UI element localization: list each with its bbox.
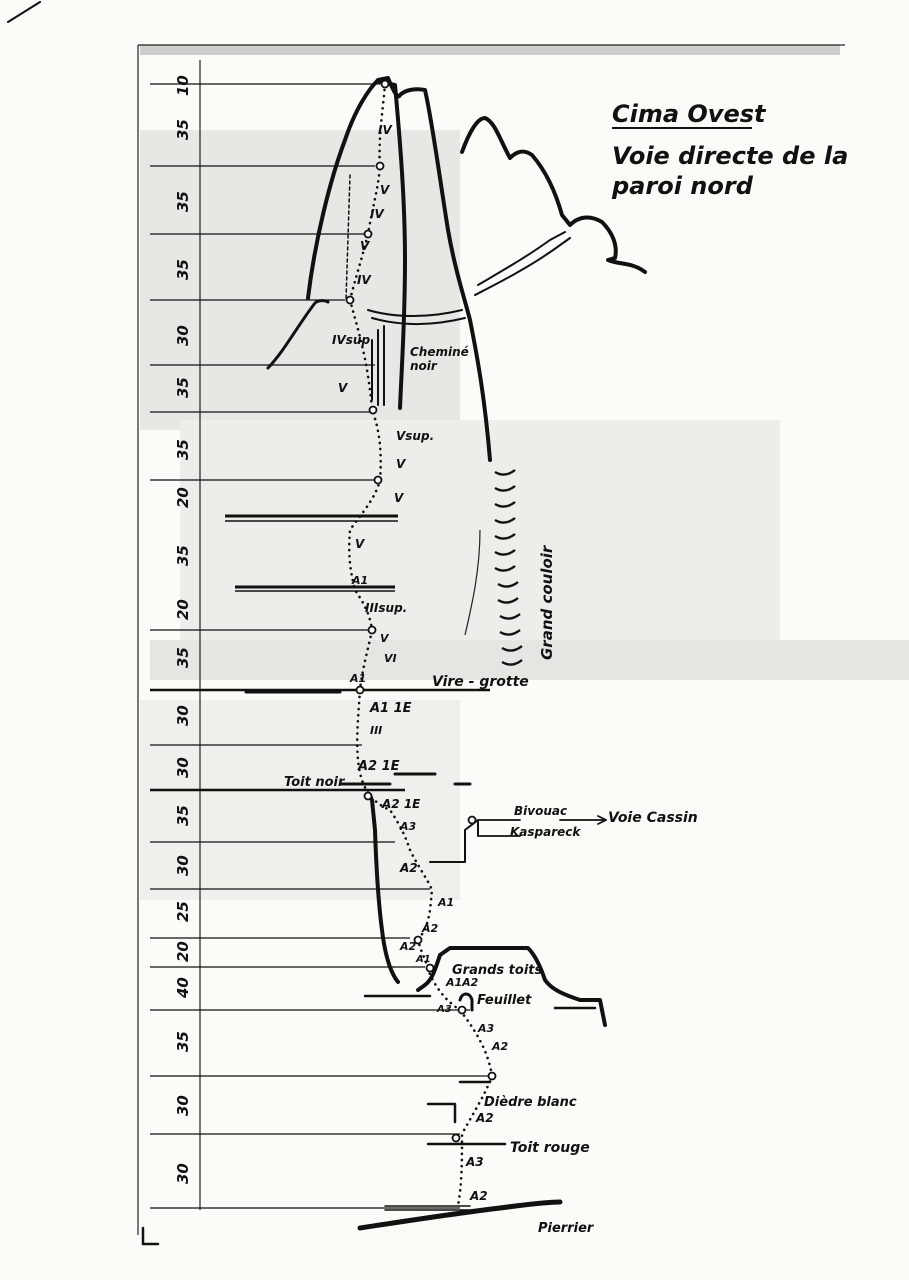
grands-toits-label: Grands toits [452,963,543,978]
grade-label: IIIsup. [365,601,408,615]
pitch-length: 35 [174,1031,192,1052]
grade-label: V [355,537,365,551]
grade-label: A3 [478,1022,495,1035]
pitch-length: 30 [174,325,192,346]
grade-label: IV [370,207,384,221]
chimney-label: Cheminé [410,345,469,359]
grade-label: A1 [438,896,455,909]
grade-label: A1 [416,954,431,965]
grade-label: Vsup. [396,429,435,443]
pitch-length: 30 [174,855,192,876]
grade-label: IVsup [332,333,371,347]
grade-label: VI [384,652,397,665]
grade-label: III [370,724,383,737]
grade-label: A3 [437,1004,452,1015]
pitch-length: 30 [174,757,192,778]
grade-label: IV [357,273,371,287]
grade-label: A2 [400,940,417,953]
grade-label: A2 [422,922,439,935]
grade-label: A2 1E [358,759,400,774]
grade-label: A2 [400,861,418,875]
grade-label: A2 [492,1040,509,1053]
grade-label: A1A2 [446,976,479,989]
pitch-length: 35 [174,259,192,280]
pierrier-label: Pierrier [538,1221,594,1236]
pitch-length: 35 [174,647,192,668]
grade-label: A2 [476,1111,494,1125]
grade-label: A1 [350,672,367,685]
grade-label: V [380,632,389,645]
pitch-length: 10 [174,75,192,96]
pitch-length: 35 [174,545,192,566]
summit-name: Cima Ovest [612,100,766,128]
pitch-length: 35 [174,805,192,826]
grade-label: A3 [400,820,417,833]
route-title [611,100,848,200]
grade-label: V [338,381,348,395]
voie-cassin-label: Voie Cassin [608,810,698,826]
grade-label: V [394,491,404,505]
grade-label: V [380,183,390,197]
pitch-length: 40 [174,977,192,998]
kaspareck-label: Kaspareck [510,825,581,839]
pitch-length: 30 [174,1163,192,1184]
grand-couloir-label: Grand couloir [538,545,556,660]
grade-label: A2 1E [382,797,421,811]
grade-label: A3 [466,1155,484,1169]
pitch-length: 35 [174,377,192,398]
bivouac-label: Bivouac [514,804,568,818]
toit-noir-label: Toit noir [284,775,345,790]
chimney-label: noir [410,359,437,373]
grade-label: IV [378,123,392,137]
pitch-length: 30 [174,1095,192,1116]
diedre-blanc-label: Dièdre blanc [484,1095,577,1110]
pitch-length: 35 [174,439,192,460]
feuillet-label: Feuillet [477,993,532,1008]
pitch-length: 20 [174,487,192,508]
route-name-line2: paroi nord [612,172,753,200]
grade-label: A1 [352,574,369,587]
pitch-length: 25 [174,901,192,922]
grade-label: A1 1E [370,701,412,716]
pitch-length: 20 [174,941,192,962]
pitch-length: 20 [174,599,192,620]
grade-label: V [396,457,406,471]
photocopy-noise [140,45,909,900]
vire-grotte-label: Vire - grotte [432,674,529,690]
pitch-length: 35 [174,119,192,140]
grade-label: V [360,239,370,253]
toit-rouge-label: Toit rouge [510,1140,590,1156]
pitch-length: 30 [174,705,192,726]
route-name-line1: Voie directe de la [612,142,849,170]
grade-label: A2 [470,1189,488,1203]
pitch-length: 35 [174,191,192,212]
